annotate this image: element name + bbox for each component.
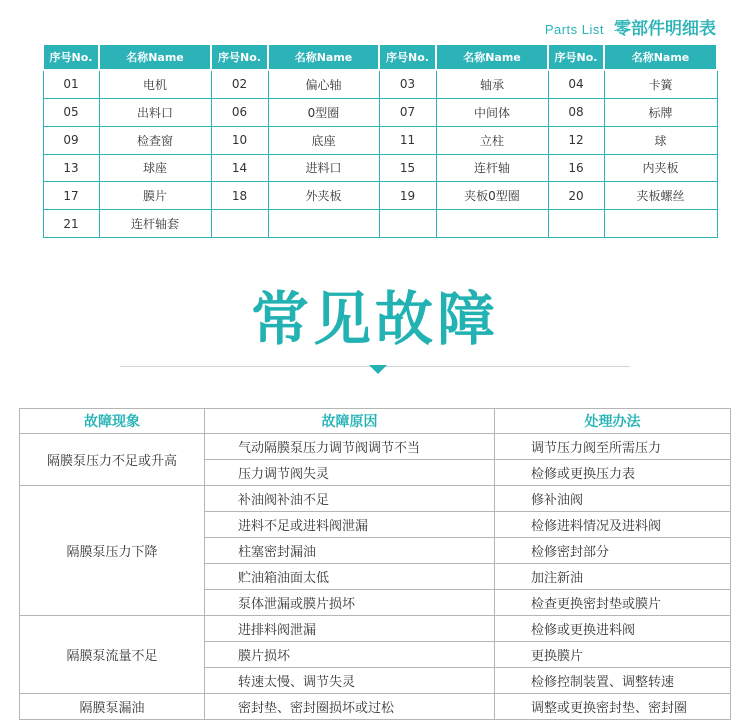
parts-header-no: 序号No. bbox=[548, 44, 604, 70]
parts-row bbox=[43, 182, 717, 210]
parts-list-title-cn: 零部件明细表 bbox=[614, 19, 716, 39]
part-no: 02 bbox=[211, 70, 268, 98]
fault-cause: 密封垫、密封圈损坏或过松 bbox=[205, 694, 495, 720]
part-name: 夹板螺丝 bbox=[604, 182, 717, 210]
part-no: 01 bbox=[43, 70, 99, 98]
part-no: 04 bbox=[548, 70, 604, 98]
parts-table bbox=[42, 43, 718, 238]
parts-list-title bbox=[544, 14, 716, 39]
parts-header-name: 名称Name bbox=[436, 44, 548, 70]
part-no: 12 bbox=[548, 126, 604, 154]
fault-cause: 转速太慢、调节失灵 bbox=[205, 668, 495, 694]
fault-symptom: 隔膜泵压力下降 bbox=[20, 486, 205, 616]
part-name: 卡簧 bbox=[604, 70, 717, 98]
part-no: 03 bbox=[379, 70, 436, 98]
faults-header-solution: 处理办法 bbox=[495, 409, 731, 434]
fault-cause: 进料不足或进料阀泄漏 bbox=[205, 512, 495, 538]
parts-header-name: 名称Name bbox=[99, 44, 211, 70]
part-name: 内夹板 bbox=[604, 154, 717, 182]
part-name: 连杆轴套 bbox=[99, 210, 211, 238]
part-name: 连杆轴 bbox=[436, 154, 548, 182]
part-name bbox=[268, 210, 379, 238]
part-no: 06 bbox=[211, 98, 268, 126]
fault-row bbox=[20, 694, 731, 720]
faults-heading: 常见故障 bbox=[250, 285, 499, 353]
fault-cause: 柱塞密封漏油 bbox=[205, 538, 495, 564]
fault-cause: 补油阀补油不足 bbox=[205, 486, 495, 512]
part-no: 11 bbox=[379, 126, 436, 154]
part-no: 21 bbox=[43, 210, 99, 238]
part-no: 16 bbox=[548, 154, 604, 182]
part-name: 0型圈 bbox=[268, 98, 379, 126]
part-no: 09 bbox=[43, 126, 99, 154]
fault-cause: 气动隔膜泵压力调节阀调节不当 bbox=[205, 434, 495, 460]
part-no bbox=[211, 210, 268, 238]
fault-solution: 更换膜片 bbox=[495, 642, 731, 668]
part-no: 19 bbox=[379, 182, 436, 210]
fault-symptom: 隔膜泵压力不足或升高 bbox=[20, 434, 205, 486]
parts-header-no: 序号No. bbox=[379, 44, 436, 70]
part-name bbox=[604, 210, 717, 238]
fault-solution: 调整或更换密封垫、密封圈 bbox=[495, 694, 731, 720]
part-name: 夹板0型圈 bbox=[436, 182, 548, 210]
faults-header-cause: 故障原因 bbox=[205, 409, 495, 434]
fault-solution: 检修或更换进料阀 bbox=[495, 616, 731, 642]
fault-row bbox=[20, 616, 731, 642]
part-no: 18 bbox=[211, 182, 268, 210]
parts-row bbox=[43, 98, 717, 126]
part-name: 检查窗 bbox=[99, 126, 211, 154]
part-no: 15 bbox=[379, 154, 436, 182]
parts-header-no: 序号No. bbox=[43, 44, 99, 70]
part-name: 标牌 bbox=[604, 98, 717, 126]
fault-solution: 加注新油 bbox=[495, 564, 731, 590]
part-no: 05 bbox=[43, 98, 99, 126]
part-name bbox=[436, 210, 548, 238]
caret-down-icon bbox=[369, 365, 387, 374]
part-no: 17 bbox=[43, 182, 99, 210]
fault-row bbox=[20, 434, 731, 460]
fault-cause: 膜片损坏 bbox=[205, 642, 495, 668]
part-name: 膜片 bbox=[99, 182, 211, 210]
fault-row bbox=[20, 486, 731, 512]
fault-solution: 检修或更换压力表 bbox=[495, 460, 731, 486]
part-name: 进料口 bbox=[268, 154, 379, 182]
fault-symptom: 隔膜泵流量不足 bbox=[20, 616, 205, 694]
faults-header-row bbox=[20, 409, 731, 434]
parts-row bbox=[43, 154, 717, 182]
fault-cause: 压力调节阀失灵 bbox=[205, 460, 495, 486]
parts-header-row bbox=[43, 44, 717, 70]
faults-header-symptom: 故障现象 bbox=[20, 409, 205, 434]
fault-symptom: 隔膜泵漏油 bbox=[20, 694, 205, 720]
part-name: 球座 bbox=[99, 154, 211, 182]
part-no bbox=[379, 210, 436, 238]
parts-header-no: 序号No. bbox=[211, 44, 268, 70]
part-name: 电机 bbox=[99, 70, 211, 98]
part-name: 球 bbox=[604, 126, 717, 154]
fault-solution: 检修密封部分 bbox=[495, 538, 731, 564]
parts-header-name: 名称Name bbox=[268, 44, 379, 70]
part-name: 底座 bbox=[268, 126, 379, 154]
parts-row bbox=[43, 70, 717, 98]
fault-solution: 检查更换密封垫或膜片 bbox=[495, 590, 731, 616]
part-no: 13 bbox=[43, 154, 99, 182]
part-name: 偏心轴 bbox=[268, 70, 379, 98]
part-no: 20 bbox=[548, 182, 604, 210]
faults-table bbox=[19, 408, 731, 720]
fault-solution: 调节压力阀至所需压力 bbox=[495, 434, 731, 460]
part-no: 08 bbox=[548, 98, 604, 126]
fault-solution: 修补油阀 bbox=[495, 486, 731, 512]
parts-row bbox=[43, 210, 717, 238]
part-no: 07 bbox=[379, 98, 436, 126]
fault-cause: 泵体泄漏或膜片损坏 bbox=[205, 590, 495, 616]
fault-cause: 进排料阀泄漏 bbox=[205, 616, 495, 642]
parts-list-title-en: Parts List bbox=[544, 22, 604, 37]
parts-row bbox=[43, 126, 717, 154]
part-name: 轴承 bbox=[436, 70, 548, 98]
fault-cause: 贮油箱油面太低 bbox=[205, 564, 495, 590]
fault-solution: 检修进料情况及进料阀 bbox=[495, 512, 731, 538]
part-no bbox=[548, 210, 604, 238]
part-no: 14 bbox=[211, 154, 268, 182]
fault-solution: 检修控制装置、调整转速 bbox=[495, 668, 731, 694]
part-no: 10 bbox=[211, 126, 268, 154]
parts-header-name: 名称Name bbox=[604, 44, 717, 70]
part-name: 外夹板 bbox=[268, 182, 379, 210]
part-name: 立柱 bbox=[436, 126, 548, 154]
part-name: 出料口 bbox=[99, 98, 211, 126]
part-name: 中间体 bbox=[436, 98, 548, 126]
